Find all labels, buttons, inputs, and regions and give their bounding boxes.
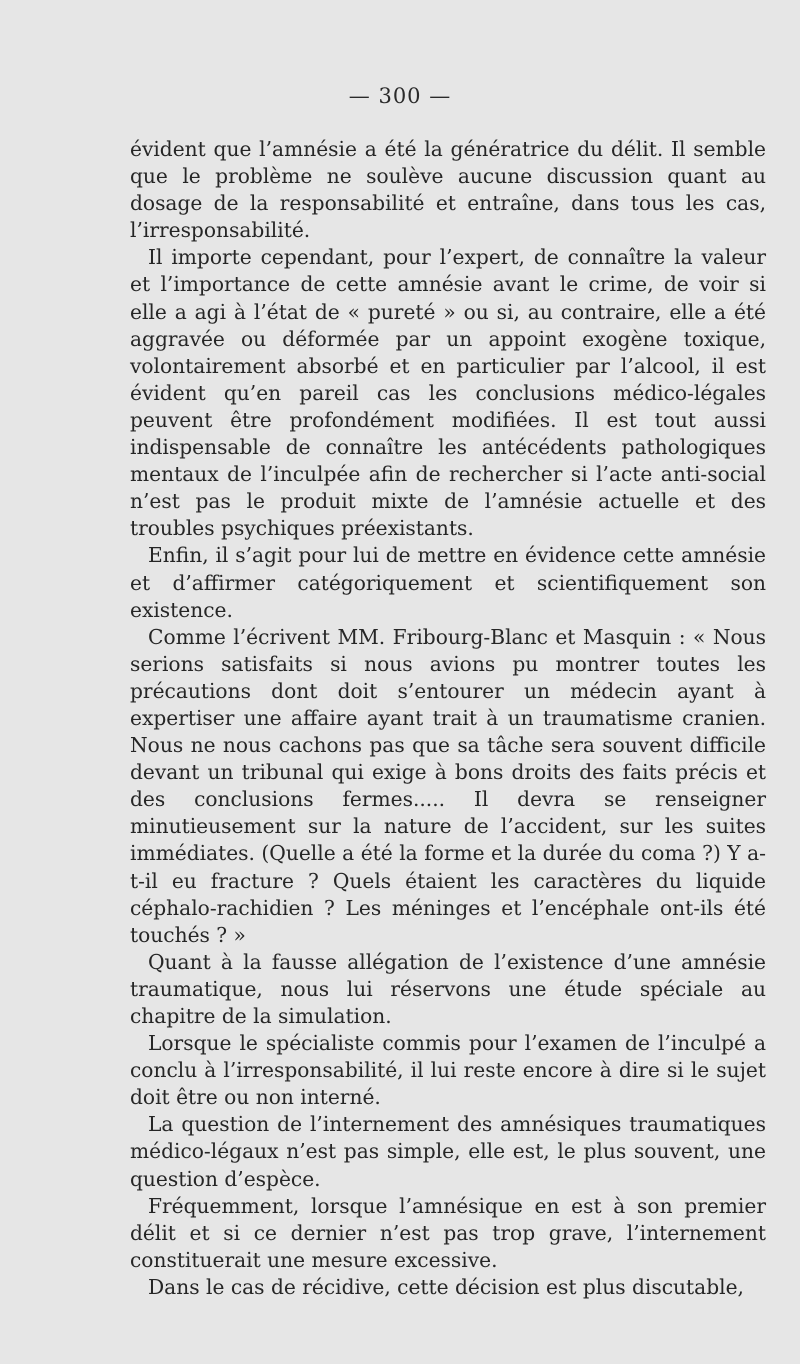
- paragraph: La question de l’internement des amnésiques traumatiques médico-légaux n’est pas simple, elle est, le plus souvent, une question d’espèce.: [130, 1112, 766, 1191]
- paragraph: Enfin, il s’agit pour lui de mettre en évidence cette amnésie et d’affirmer catégoriquement et scientifiquement son existence.: [130, 543, 766, 622]
- paragraph: Lorsque le spécialiste commis pour l’examen de l’inculpé a conclu à l’irresponsabilité, il lui reste encore à dire si le sujet doit être ou non interné.: [130, 1031, 766, 1110]
- paragraph: Dans le cas de récidive, cette décision est plus discutable,: [148, 1274, 744, 1299]
- paragraph: Il importe cependant, pour l’expert, de connaître la valeur et l’importance de cette amnésie avant le crime, de voir si elle a agi à l’état de « pureté » ou si, au contraire, elle a été aggravée ou déformée par un appoint exogène toxique, volontairement absorbé et en particulier par l’alcool, il est évident qu’en pareil cas les conclusions médico-légales peuvent être profondément modifiées. Il est tout aussi indispensable de connaître les antécédents pathologiques mentaux de l’inculpée afin de rechercher si l’acte anti-social n’est pas le produit mixte de l’amnésie actuelle et des troubles psychiques préexistants.: [130, 245, 766, 541]
- paragraph: Comme l’écrivent MM. Fribourg-Blanc et Masquin : « Nous serions satisfaits si nous avions pu montrer toutes les précautions dont doit s’entourer un médecin ayant à expertiser une affaire ayant trait à un traumatisme cranien. Nous ne nous cachons pas que sa tâche sera souvent difficile devant un tribunal qui exige à bons droits des faits précis et des conclusions fermes..... Il devra se renseigner minutieusement sur la nature de l’accident, sur les suites immédiates. (Quelle a été la forme et la durée du coma ?) Y a-t-il eu fracture ? Quels étaient les caractères du liquide céphalo-rachidien ? Les méninges et l’encéphale ont-ils été touchés ? »: [130, 624, 766, 947]
- paragraph: Fréquemment, lorsque l’amnésique en est à son premier délit et si ce dernier n’est pas trop grave, l’internement constituerait une mesure excessive.: [130, 1193, 766, 1272]
- page-number: — 300 —: [348, 84, 452, 108]
- body-text: [130, 136, 766, 1301]
- paragraph: Quant à la fausse allégation de l’existence d’une amnésie traumatique, nous lui réservons une étude spéciale au chapitre de la simulation.: [130, 949, 766, 1028]
- paragraph: évident que l’amnésie a été la génératrice du délit. Il semble que le problème ne soulève aucune discussion quant au dosage de la responsabilité et entraîne, dans tous les cas, l’irresponsabilité.: [130, 137, 766, 243]
